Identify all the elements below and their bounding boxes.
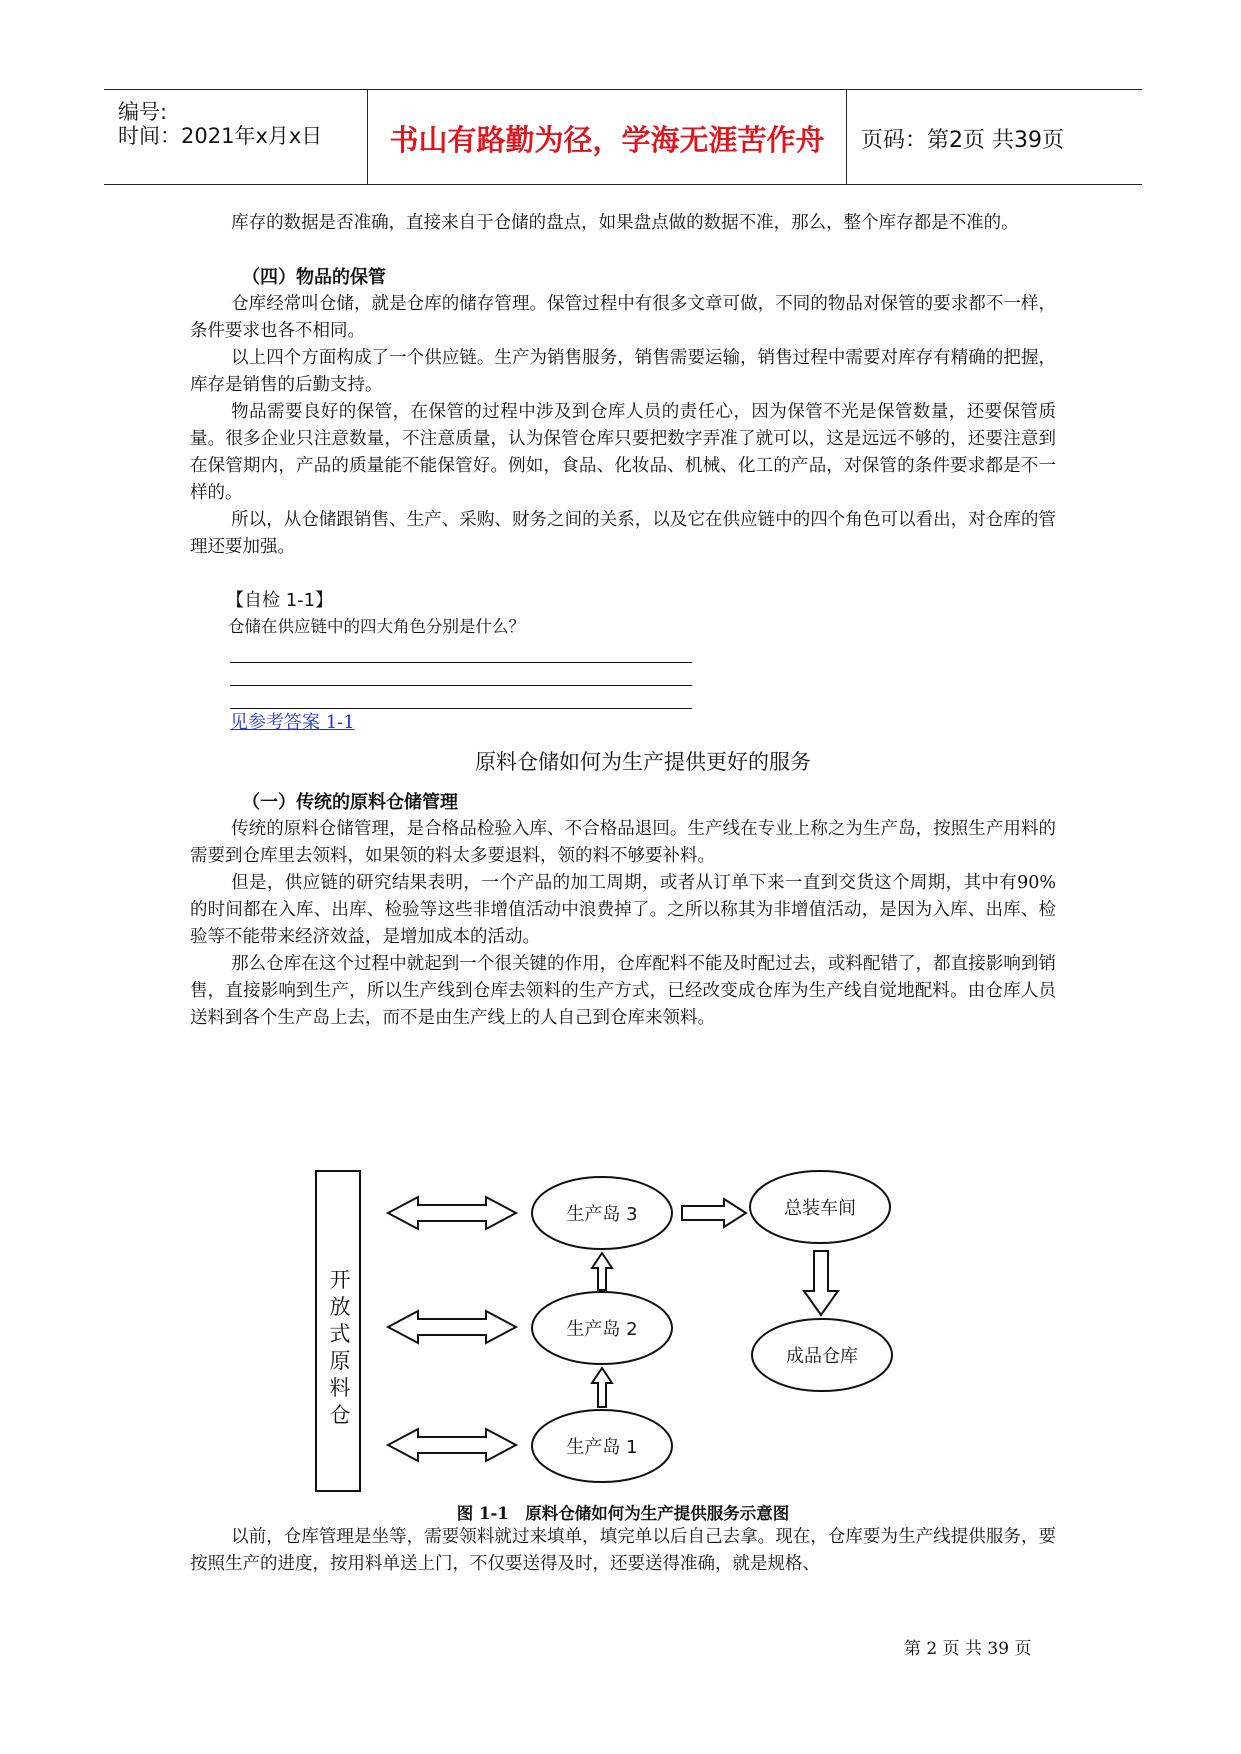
answer-blank-line[interactable] bbox=[230, 640, 692, 663]
self-check-title: 【自检 1-1】 bbox=[226, 590, 334, 611]
island-1-label: 生产岛 1 bbox=[566, 1437, 638, 1458]
answer-blank-line[interactable] bbox=[230, 663, 692, 686]
section-heading: （四）物品的保管 bbox=[242, 267, 386, 288]
header-page-cell bbox=[847, 90, 1142, 184]
paragraph: 所以，从仓储跟销售、生产、采购、财务之间的关系，以及它在供应链中的四个角色可以看出，对仓库的管理还要加强。 bbox=[190, 510, 1056, 557]
header-meta-cell bbox=[104, 90, 368, 184]
page-header bbox=[104, 89, 1142, 185]
paragraph: 以前，仓库管理是坐等，需要领料就过来填单，填完单以后自己去拿。现在，仓库要为生产线提供服务，要按照生产的进度，按用料单送上门，不仅要送得及时，还要送得准确，就是规格、 bbox=[190, 1527, 1056, 1574]
paragraph: 仓库经常叫仓储，就是仓库的储存管理。保管过程中有很多文章可做，不同的物品对保管的要求都不一样，条件要求也各不相同。 bbox=[190, 294, 1056, 341]
island-2-label: 生产岛 2 bbox=[566, 1319, 638, 1340]
flow-diagram bbox=[300, 1155, 940, 1495]
paragraph: 物品需要良好的保管，在保管的过程中涉及到仓库人员的责任心，因为保管不光是保管数量，还要保管质量。很多企业只注意数量，不注意质量，认为保管仓库只要把数字弄准了就可以，这是远远不够的，还要注意到在保管期内，产品的质量能不能保管好。例如，食品、化妆品、机械、化工的产品，对保管的条件要求都是不一样的。 bbox=[190, 402, 1056, 503]
down-arrow bbox=[804, 1251, 838, 1315]
island-3-label: 生产岛 3 bbox=[566, 1204, 638, 1225]
warehouse-label: 开放式原料仓 bbox=[329, 1268, 351, 1427]
paragraph: 传统的原料仓储管理，是合格品检验入库、不合格品退回。生产线在专业上称之为生产岛，按照生产用料的需要到仓库里去领料，如果领的料太多要退料，领的料不够要补料。 bbox=[190, 819, 1056, 866]
page-footer: 第 2 页 共 39 页 bbox=[904, 1639, 1032, 1659]
double-arrow-mid bbox=[388, 1311, 516, 1343]
page-code: 页码：第2页 共39页 bbox=[861, 128, 1064, 153]
motto: 书山有路勤为径，学海无涯苦作舟 bbox=[389, 123, 825, 157]
paragraph: 库存的数据是否准确，直接来自于仓储的盘点，如果盘点做的数据不准，那么，整个库存都是不准的。 bbox=[231, 213, 1019, 233]
assembly-label: 总装车间 bbox=[784, 1198, 856, 1219]
up-arrow-1-2 bbox=[592, 1368, 612, 1407]
up-arrow-2-3 bbox=[592, 1253, 612, 1290]
paragraph: 以上四个方面构成了一个供应链。生产为销售服务，销售需要运输，销售过程中需要对库存有精确的把握，库存是销售的后勤支持。 bbox=[190, 348, 1056, 395]
figure-caption: 图 1-1 原料仓储如何为生产提供服务示意图 bbox=[456, 1504, 790, 1523]
number-label: 编号: bbox=[118, 100, 168, 124]
main-content bbox=[190, 210, 1056, 1032]
answer-blank-line[interactable] bbox=[230, 686, 692, 709]
section-heading: （一）传统的原料仓储管理 bbox=[242, 792, 458, 813]
finished-label: 成品仓库 bbox=[786, 1346, 858, 1367]
self-check-question: 仓储在供应链中的四大角色分别是什么？ bbox=[228, 617, 525, 636]
time-label: 时间：2021年x月x日 bbox=[118, 124, 323, 148]
right-arrow bbox=[682, 1199, 746, 1227]
main-content-continued bbox=[190, 1524, 1056, 1578]
paragraph: 但是，供应链的研究结果表明，一个产品的加工周期，或者从订单下来一直到交货这个周期，其中有90%的时间都在入库、出库、检验等这些非增值活动中浪费掉了。之所以称其为非增值活动，是因为入库、出库、检验等不能带来经济效益，是增加成本的活动。 bbox=[190, 873, 1056, 947]
double-arrow-top bbox=[388, 1197, 516, 1229]
answer-link[interactable]: 见参考答案 1-1 bbox=[230, 712, 355, 733]
header-motto-cell bbox=[368, 90, 847, 184]
section-title: 原料仓储如何为生产提供更好的服务 bbox=[475, 750, 811, 774]
double-arrow-bottom bbox=[388, 1429, 516, 1461]
paragraph: 那么仓库在这个过程中就起到一个很关键的作用，仓库配料不能及时配过去，或料配错了，都直接影响到销售，直接影响到生产，所以生产线到仓库去领料的生产方式，已经改变成仓库为生产线自觉地配料。由仓库人员送料到各个生产岛上去，而不是由生产线上的人自己到仓库来领料。 bbox=[190, 954, 1056, 1028]
